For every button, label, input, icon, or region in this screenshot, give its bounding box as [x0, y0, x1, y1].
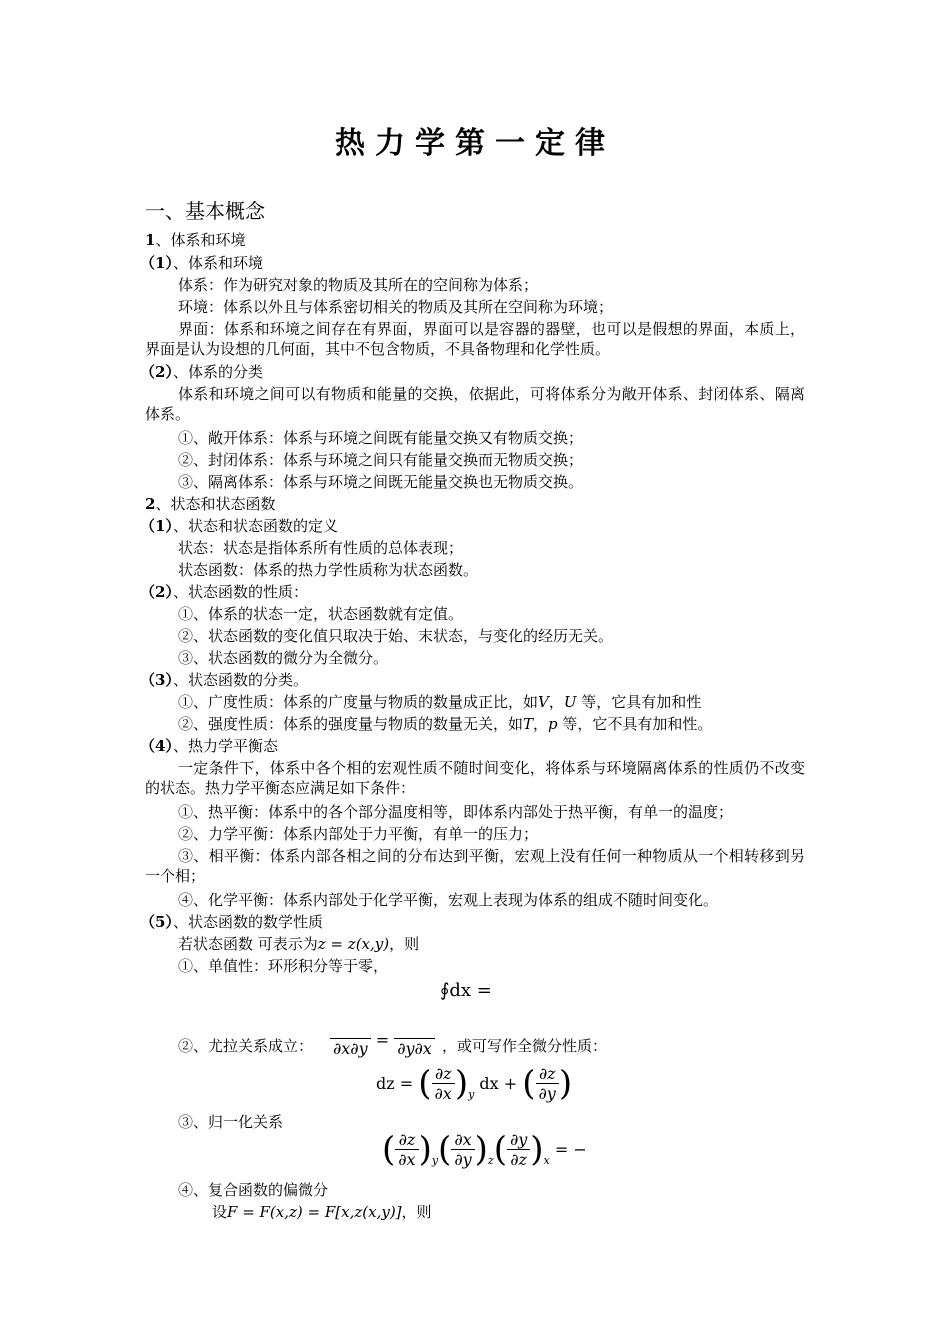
text: 等，它不具有加和性。 — [557, 715, 713, 733]
math-z-xy: z = z(x,y) — [317, 935, 390, 953]
subsection-number: 1 — [145, 231, 156, 249]
paragraph-ruo — [178, 934, 419, 954]
page-title: 热力学第一定律 — [335, 126, 615, 161]
list-item-isolated-system: ③、隔离体系：体系与环境之间既无能量交换也无物质交换。 — [178, 473, 584, 491]
item-heading-2-3 — [140, 670, 308, 690]
item-heading-1-2 — [140, 362, 263, 382]
list-item-normalization: ③、归一化关系 — [178, 1113, 284, 1131]
item-title: 、状态函数的分类。 — [172, 671, 308, 689]
item-number: （1） — [140, 517, 173, 535]
section-heading-basic-concepts: 一、基本概念 — [145, 199, 265, 223]
paragraph-huanjing: 环境：体系以外且与体系密切相关的物质及其所在空间称为环境； — [178, 298, 614, 316]
math-t: T — [523, 715, 534, 733]
numerator: ∂z — [395, 1130, 418, 1150]
subscript: y — [431, 1154, 439, 1167]
item-number: （4） — [140, 737, 173, 755]
paragraph-fenlei: 体系和环境之间可以有物质和能量的交换，依据此，可将体系分为敞开体系、封闭体系、隔离体系。 — [145, 385, 805, 423]
dz-lhs: dz = — [376, 1074, 414, 1093]
item-title: 、状态函数的性质： — [172, 583, 308, 601]
math-v: V — [538, 693, 549, 711]
dx-plus: dx + — [479, 1074, 518, 1093]
subsection-heading-2: 2、状态和状态函数 — [145, 495, 276, 513]
text: ①、广度性质：体系的广度量与物质的数量成正比，如 — [178, 693, 539, 711]
math-u: U — [563, 693, 577, 711]
subsection-heading-1: 1、体系和环境 — [145, 231, 246, 249]
list-item-property-3: ③、状态函数的微分为全微分。 — [178, 649, 389, 667]
formula-loop-integral: ∮dx = — [440, 980, 492, 1001]
item-heading-2-5 — [140, 912, 323, 932]
formula-cyclic-relation: ( $\frac{\partial z}{\partial x}$ )$_y$( $\frac{\partial x}{\partial y}$ )$_z$( $\frac{\partial y}{\partial z}$ )$_x$ = − — [382, 1129, 587, 1170]
item-heading-2-4 — [140, 736, 278, 756]
item-title: 、状态函数的数学性质 — [172, 913, 323, 931]
numerator: ∂z — [536, 1064, 559, 1084]
list-item-thermal-equilibrium: ①、热平衡：体系中的各个部分温度相等，即体系内部处于热平衡，有单一的温度； — [178, 803, 734, 821]
euler-right-fraction — [394, 1022, 435, 1058]
item-title: 、状态和状态函数的定义 — [172, 517, 338, 535]
paragraph-zhuangtaihanshu: 状态函数：体系的热力学性质称为状态函数。 — [178, 561, 479, 579]
item-number: （1） — [140, 254, 173, 272]
item-heading-1-1 — [140, 253, 263, 273]
text: ， — [548, 693, 564, 711]
text: 若状态函数 可表示为 — [178, 935, 318, 953]
paragraph-jiemian: 界面：体系和环境之间存在有界面，界面可以是容器的器壁，也可以是假想的界面，本质上，界面是认为设想的几何面，其中不包含物质，不具备物理和化学性质。 — [145, 320, 805, 358]
item-title: 、体系和环境 — [172, 254, 263, 272]
denominator: ∂x — [434, 1084, 452, 1103]
denominator: ∂z — [510, 1150, 527, 1169]
list-item-extensive — [178, 692, 701, 712]
formula-euler: ∂x∂y = ∂y∂x — [330, 1022, 435, 1058]
euler-left-fraction — [330, 1022, 371, 1058]
math-f-composite: F = F(x,z) = F[x,z(x,y)] — [227, 1203, 402, 1221]
item-number: （5） — [140, 913, 173, 931]
text: 设 — [212, 1203, 228, 1221]
text: ，则 — [389, 935, 420, 953]
list-item-phase-equilibrium: ③、相平衡：体系内部各相之间的分布达到平衡，宏观上没有任何一种物质从一个相转移到另一个相； — [145, 847, 805, 885]
numerator: ∂x — [451, 1130, 474, 1150]
paragraph-tixi: 体系：作为研究对象的物质及其所在的空间称为体系； — [178, 276, 539, 294]
item-number: （2） — [140, 363, 173, 381]
item-heading-2-2 — [140, 582, 308, 602]
subsection-title: 体系和环境 — [170, 231, 246, 249]
list-item-closed-system: ②、封闭体系：体系与环境之间只有能量交换而无物质交换； — [178, 451, 584, 469]
subscript: y — [468, 1088, 475, 1101]
item-number: （2） — [140, 583, 173, 601]
numerator: ∂z — [432, 1064, 455, 1084]
subsection-number: 2 — [145, 495, 156, 513]
text-euler-tail: ，或可写作全微分性质： — [442, 1037, 608, 1055]
item-title: 、体系的分类 — [172, 363, 263, 381]
list-item-chemical-equilibrium: ④、化学平衡：体系内部处于化学平衡，宏观上表现为体系的组成不随时间变化。 — [178, 891, 719, 909]
math-p: p — [548, 715, 558, 733]
formula-total-differential: dz = ( $\frac{\partial z}{\partial x}$ )$_y$ dx + ( $\frac{\partial z}{\partial y}$ ) — [376, 1063, 573, 1104]
list-item-composite-function: ④、复合函数的偏微分 — [178, 1181, 329, 1199]
item-title: 、热力学平衡态 — [172, 737, 278, 755]
euler-left-denominator: ∂x∂y — [333, 1039, 368, 1058]
item-number: （3） — [140, 671, 173, 689]
text: ， — [533, 715, 549, 733]
list-item-euler — [178, 1036, 313, 1056]
text: ②、强度性质：体系的强度量与物质的数量无关，如 — [178, 715, 524, 733]
denominator: ∂y — [538, 1084, 556, 1103]
text: ②、尤拉关系成立： — [178, 1037, 314, 1055]
denominator: ∂x — [398, 1150, 416, 1169]
euler-right-denominator: ∂y∂x — [397, 1039, 432, 1058]
text: 等，它具有加和性 — [576, 693, 702, 711]
subscript: x — [543, 1154, 550, 1167]
subsection-title: 状态和状态函数 — [170, 495, 276, 513]
list-item-property-1: ①、体系的状态一定，状态函数就有定值。 — [178, 605, 464, 623]
text: ，则 — [401, 1203, 432, 1221]
paragraph-she — [212, 1202, 432, 1222]
paragraph-zhuangtai: 状态：状态是指体系所有性质的总体表现； — [178, 539, 464, 557]
list-item-open-system: ①、敞开体系：体系与环境之间既有能量交换又有物质交换； — [178, 429, 584, 447]
subscript: z — [487, 1154, 494, 1167]
list-item-single-valued: ①、单值性：环形积分等于零， — [178, 957, 389, 975]
list-item-mechanical-equilibrium: ②、力学平衡：体系内部处于力平衡，有单一的压力； — [178, 825, 539, 843]
item-heading-2-1 — [140, 516, 338, 536]
numerator: ∂y — [507, 1130, 530, 1150]
list-item-intensive — [178, 714, 712, 734]
denominator: ∂y — [454, 1150, 472, 1169]
paragraph-pingheng: 一定条件下，体系中各个相的宏观性质不随时间变化，将体系与环境隔离体系的性质仍不改变的状态。热力学平衡态应满足如下条件： — [145, 759, 805, 797]
list-item-property-2: ②、状态函数的变化值只取决于始、末状态，与变化的经历无关。 — [178, 627, 614, 645]
equals-minus: = − — [554, 1140, 587, 1159]
